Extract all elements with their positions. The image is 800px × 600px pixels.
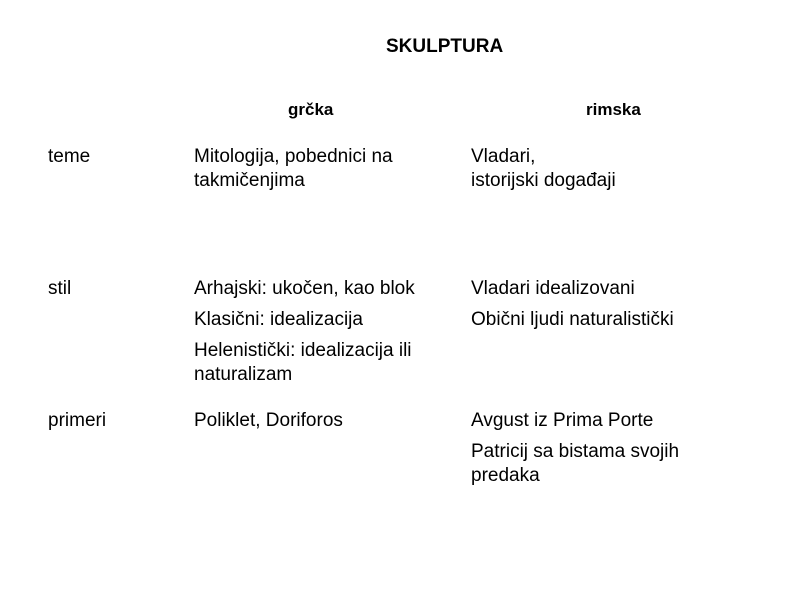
row-label-stil: stil <box>48 278 72 299</box>
cell-text: Patricij sa bistama svojih predaka <box>471 441 680 486</box>
row-label-primeri: primeri <box>48 410 107 431</box>
cell-text: istorijski događaji <box>471 170 616 191</box>
cell-primeri-roman <box>471 409 761 488</box>
cell-text: Mitologija, pobednici na takmičenjima <box>194 146 393 191</box>
cell-primeri-greek <box>194 409 464 433</box>
cell-stil-roman <box>471 277 761 332</box>
cell-teme-greek <box>194 145 464 193</box>
column-header-roman: rimska <box>586 100 641 119</box>
cell-text: Klasični: idealizacija <box>194 309 363 330</box>
cell-text: Vladari idealizovani <box>471 278 635 299</box>
cell-text: Obični ljudi naturalistički <box>471 309 674 330</box>
cell-text: Helenistički: idealizacija ili naturalizam <box>194 340 412 385</box>
page-title: SKULPTURA <box>386 36 504 57</box>
cell-teme-roman <box>471 145 761 193</box>
cell-text: Poliklet, Doriforos <box>194 410 343 431</box>
cell-text: Vladari, <box>471 146 536 167</box>
cell-stil-greek <box>194 277 464 387</box>
row-label-teme: teme <box>48 146 91 167</box>
column-header-greek: grčka <box>288 100 334 119</box>
cell-text: Arhajski: ukočen, kao blok <box>194 278 415 299</box>
cell-text: Avgust iz Prima Porte <box>471 410 654 431</box>
